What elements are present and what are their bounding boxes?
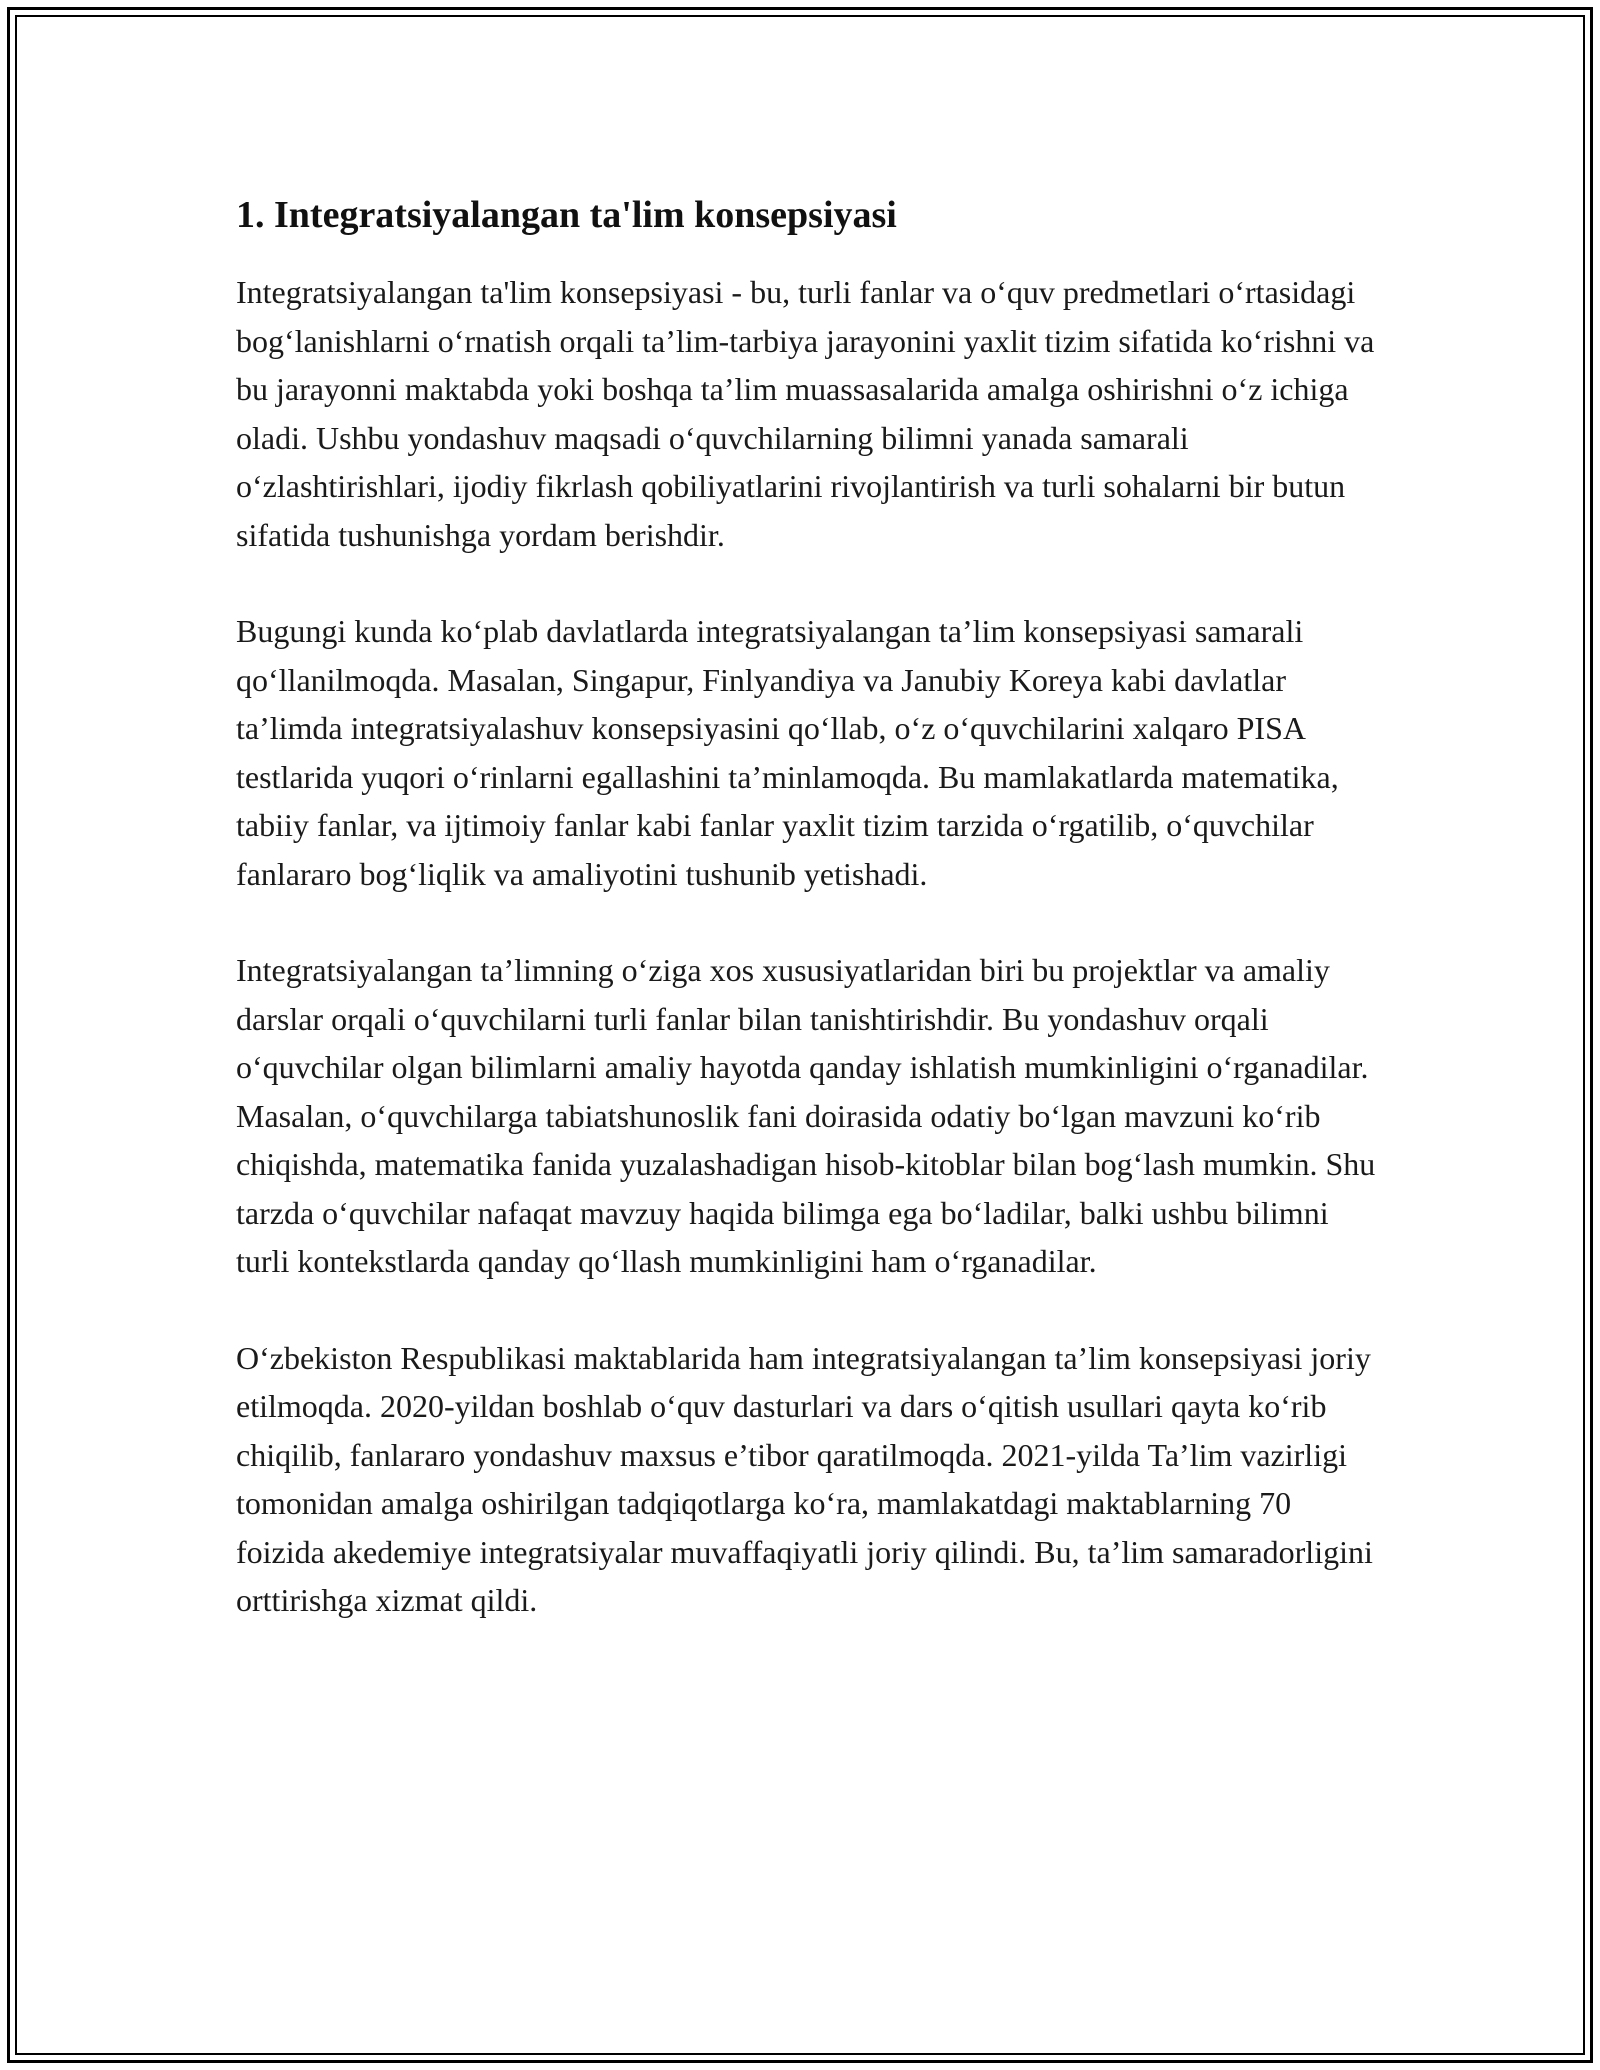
document-body — [236, 186, 1376, 1673]
paragraph-3: Integratsiyalangan ta’limning o‘ziga xos xususiyatlaridan biri bu projektlar va amaliy darslar orqali o‘quvchilarni turli fanlar bilan tanishtirishdir. Bu yondashuv orqali o‘quvchilar olgan bilimlarni amaliy hayotda qanday ishlatish mumkinligini o‘rganadilar. Masalan, o‘quvchilarga tabiatshunoslik fani doirasida odatiy bo‘lgan mavzuni ko‘rib chiqishda, matematika fanida yuzalashadigan hisob-kitoblar bilan bog‘lash mumkin. Shu tarzda o‘quvchilar nafaqat mavzuy haqida bilimga ega bo‘ladilar, balki ushbu bilimni turli kontekstlarda qanday qo‘llash mumkinligini ham o‘rganadilar. — [236, 952, 1376, 1279]
paragraph-1: Integratsiyalangan ta'lim konsepsiyasi - bu, turli fanlar va o‘quv predmetlari o‘rtasidagi bog‘lanishlarni o‘rnatish orqali ta’lim-tarbiya jarayonini yaxlit tizim sifatida ko‘rishni va bu jarayonni maktabda yoki boshqa ta’lim muassasalarida amalga oshirishni o‘z ichiga oladi. Ushbu yondashuv maqsadi o‘quvchilarning bilimni yanada samarali o‘zlashtirishlari, ijodiy fikrlash qobiliyatlarini rivojlantirish va turli sohalarni bir butun sifatida tushunishga yordam berishdir. — [236, 274, 1375, 553]
paragraph-2: Bugungi kunda ko‘plab davlatlarda integratsiyalangan ta’lim konsepsiyasi samarali qo‘llanilmoqda. Masalan, Singapur, Finlyandiya va Janubiy Koreya kabi davlatlar ta’limda integratsiyalashuv konsepsiyasini qo‘llab, o‘z o‘quvchilarini xalqaro PISA testlarida yuqori o‘rinlarni egallashini ta’minlamoqda. Bu mamlakatlarda matematika, tabiiy fanlar, va ijtimoiy fanlar kabi fanlar yaxlit tizim tarzida o‘rgatilib, o‘quvchilar fanlararo bog‘liqlik va amaliyotini tushunib yetishadi. — [236, 613, 1339, 892]
paragraph-4: O‘zbekiston Respublikasi maktablarida ham integratsiyalangan ta’lim konsepsiyasi joriy etilmoqda. 2020-yildan boshlab o‘quv dasturlari va dars o‘qitish usullari qayta ko‘rib chiqilib, fanlararo yondashuv maxsus e’tibor qaratilmoqda. 2021-yilda Ta’lim vazirligi tomonidan amalga oshirilgan tadqiqotlarga ko‘ra, mamlakatdagi maktablarning 70 foizida akedemiye integratsiyalar muvaffaqiyatli joriy qilindi. Bu, ta’lim samaradorligini orttirishga xizmat qildi. — [236, 1339, 1373, 1618]
section-heading: 1. Integratsiyalangan ta'lim konsepsiyasi — [236, 194, 897, 236]
